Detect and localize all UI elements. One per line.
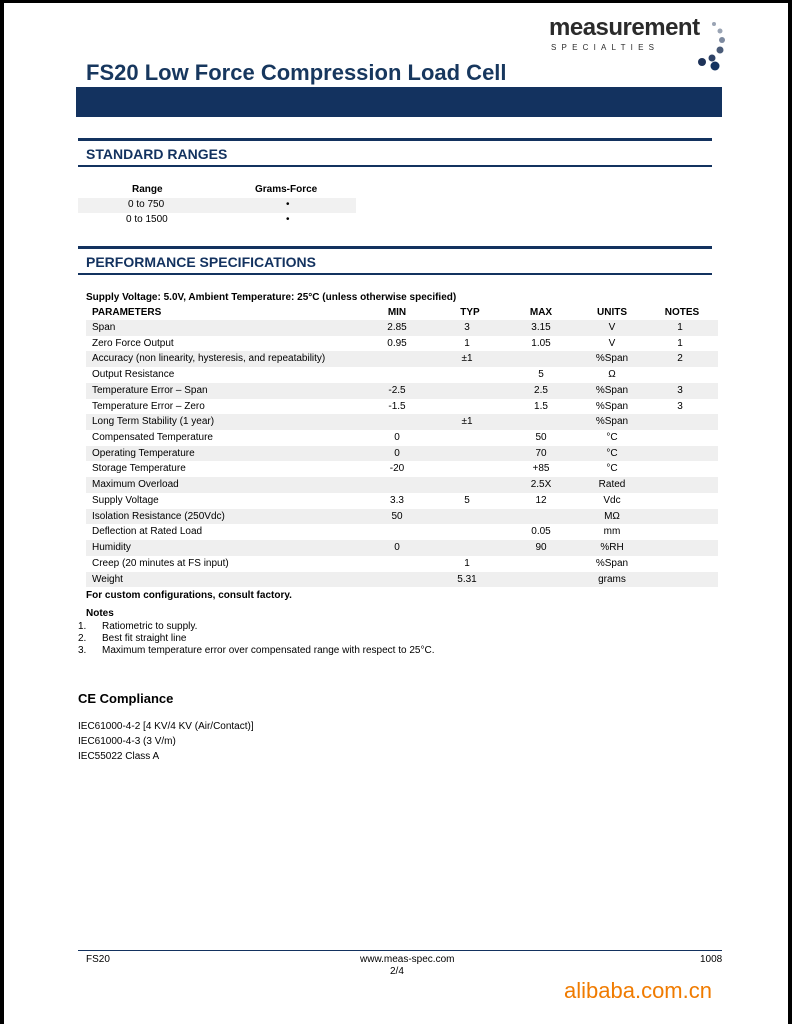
- spec-row: [86, 524, 718, 540]
- logo-wordmark: measurement: [549, 14, 700, 41]
- range-row: [78, 198, 356, 213]
- note-number: 1.: [78, 621, 87, 632]
- spec-cell-param: Output Resistance: [92, 369, 175, 381]
- spec-cell-max: 1.5: [534, 400, 548, 412]
- spec-cell-units: %Span: [595, 384, 629, 396]
- spec-cell-units: %Span: [595, 400, 629, 412]
- range-value: 0 to 1500: [126, 214, 168, 225]
- section-rule: [78, 246, 712, 249]
- spec-cell-min: 0.95: [387, 337, 407, 349]
- spec-row: [86, 461, 718, 477]
- spec-cell-units: V: [608, 337, 616, 349]
- spec-cell-max: 70: [535, 447, 547, 459]
- spec-cell-typ: ±1: [461, 353, 473, 365]
- parameters-column-header: PARAMETERS: [92, 307, 162, 318]
- spec-cell-param: Weight: [92, 573, 123, 585]
- spec-cell-param: Creep (20 minutes at FS input): [92, 557, 229, 569]
- spec-row: [86, 493, 718, 509]
- spec-cell-max: 1.05: [531, 337, 551, 349]
- spec-row: [86, 540, 718, 556]
- note-number: 2.: [78, 633, 87, 644]
- spec-cell-min: 2.85: [387, 322, 407, 333]
- spec-cell-param: Deflection at Rated Load: [92, 526, 203, 538]
- spec-row: [86, 572, 718, 588]
- spec-row: [86, 446, 718, 462]
- ce-standard: IEC61000-4-3 (3 V/m): [78, 736, 176, 747]
- spec-row: [86, 509, 718, 525]
- spec-cell-units: Rated: [598, 479, 626, 491]
- min-column-header: MIN: [387, 307, 407, 318]
- spec-cell-min: -1.5: [388, 400, 406, 412]
- footer-page-number: 2/4: [390, 966, 404, 977]
- spec-row: [86, 336, 718, 352]
- footer-revision: 1008: [700, 954, 723, 965]
- spec-row: [86, 430, 718, 446]
- spec-cell-min: 0: [394, 542, 400, 554]
- max-column-header: MAX: [529, 307, 553, 318]
- spec-cell-param: Isolation Resistance (250Vdc): [92, 510, 225, 522]
- spec-cell-typ: 5: [464, 494, 470, 506]
- spec-row: [86, 414, 718, 430]
- supply-conditions: Supply Voltage: 5.0V, Ambient Temperature: 25°C (unless otherwise specified): [86, 292, 457, 303]
- spec-cell-max: 2.5X: [530, 479, 552, 491]
- spec-row: [86, 367, 718, 383]
- section-rule: [78, 273, 712, 275]
- custom-configurations-note: For custom configurations, consult factory.: [86, 590, 292, 601]
- spec-cell-max: +85: [532, 463, 550, 475]
- spec-row: [86, 477, 718, 493]
- spec-cell-min: -2.5: [388, 384, 406, 396]
- spec-row: [86, 383, 718, 399]
- note-number: 3.: [78, 645, 87, 656]
- bullet-mark: •: [286, 214, 290, 225]
- spec-cell-param: Accuracy (non linearity, hysteresis, and repeatability): [92, 353, 326, 365]
- spec-cell-units: °C: [606, 463, 618, 475]
- spec-row: [86, 351, 718, 367]
- range-row: [78, 213, 356, 228]
- spec-cell-units: V: [608, 322, 616, 333]
- spec-cell-param: Span: [92, 322, 116, 333]
- spec-row: [86, 320, 718, 336]
- spec-cell-units: %Span: [595, 557, 629, 569]
- spec-cell-min: 50: [391, 510, 403, 522]
- spec-cell-units: %Span: [595, 353, 629, 365]
- spec-cell-notes: 1: [677, 322, 683, 333]
- notes-column-header: NOTES: [664, 307, 700, 318]
- range-value: 0 to 750: [128, 199, 165, 210]
- watermark: alibaba.com.cn: [564, 978, 712, 1003]
- spec-cell-units: Vdc: [603, 494, 621, 506]
- spec-cell-notes: 3: [677, 400, 683, 412]
- spec-cell-units: MΩ: [604, 510, 620, 522]
- spec-cell-param: Compensated Temperature: [92, 432, 213, 444]
- section-rule: [78, 138, 712, 141]
- spec-cell-min: -20: [389, 463, 405, 475]
- page-border-left: [0, 0, 4, 1024]
- footer-rule: [78, 950, 722, 951]
- spec-cell-typ: 5.31: [457, 573, 477, 585]
- footer-model: FS20: [86, 954, 110, 965]
- note-text: Ratiometric to supply.: [102, 621, 198, 632]
- notes-title: Notes: [86, 608, 114, 619]
- units-column-header: UNITS: [597, 307, 627, 318]
- spec-row: [86, 556, 718, 572]
- page-border-right: [788, 0, 792, 1024]
- spec-cell-param: Temperature Error – Span: [92, 384, 208, 396]
- spec-cell-max: 0.05: [531, 526, 551, 538]
- spec-cell-max: 90: [535, 542, 547, 554]
- spec-cell-min: 0: [394, 432, 400, 444]
- spec-cell-notes: 1: [677, 337, 683, 349]
- spec-cell-param: Humidity: [92, 542, 131, 554]
- spec-row: [86, 399, 718, 415]
- spec-cell-param: Operating Temperature: [92, 447, 195, 459]
- spec-cell-notes: 3: [677, 384, 683, 396]
- spec-cell-units: %Span: [595, 416, 629, 428]
- spec-cell-units: grams: [598, 573, 626, 585]
- spec-cell-max: 12: [535, 494, 547, 506]
- grams-force-column-header: Grams-Force: [255, 184, 318, 195]
- note-text: Maximum temperature error over compensated range with respect to 25°C.: [102, 645, 435, 656]
- spec-cell-param: Storage Temperature: [92, 463, 186, 475]
- spec-cell-param: Maximum Overload: [92, 479, 179, 491]
- spec-cell-param: Long Term Stability (1 year): [92, 416, 215, 428]
- page-border-top: [0, 0, 792, 3]
- spec-cell-min: 0: [394, 447, 400, 459]
- spec-cell-units: %RH: [600, 542, 624, 554]
- spec-cell-param: Supply Voltage: [92, 494, 159, 506]
- spec-cell-units: mm: [603, 526, 621, 538]
- spec-cell-units: °C: [606, 432, 618, 444]
- spec-cell-max: 50: [535, 432, 547, 444]
- section-heading-standard-ranges: STANDARD RANGES: [86, 146, 228, 162]
- logo-dots-icon: [690, 18, 726, 78]
- section-rule: [78, 165, 712, 167]
- logo-subtitle: SPECIALTIES: [551, 43, 660, 52]
- spec-cell-units: °C: [606, 447, 618, 459]
- spec-cell-notes: 2: [677, 353, 683, 365]
- spec-cell-max: 2.5: [534, 384, 548, 396]
- section-heading-performance: PERFORMANCE SPECIFICATIONS: [86, 254, 316, 270]
- spec-cell-typ: 3: [464, 322, 470, 333]
- ce-standard: IEC55022 Class A: [78, 751, 160, 762]
- ce-standard: IEC61000-4-2 [4 KV/4 KV (Air/Contact)]: [78, 721, 254, 732]
- spec-cell-typ: 1: [464, 557, 470, 569]
- spec-cell-param: Zero Force Output: [92, 337, 174, 349]
- spec-cell-max: 5: [538, 369, 544, 381]
- spec-cell-min: 3.3: [390, 494, 404, 506]
- spec-cell-units: Ω: [608, 369, 616, 381]
- spec-cell-param: Temperature Error – Zero: [92, 400, 205, 412]
- spec-cell-typ: ±1: [461, 416, 473, 428]
- title-bar: [76, 87, 722, 117]
- ce-compliance-title: CE Compliance: [78, 691, 174, 706]
- footer-website-link[interactable]: www.meas-spec.com: [360, 954, 455, 965]
- document-title: FS20 Low Force Compression Load Cell: [86, 60, 507, 85]
- spec-cell-max: 3.15: [531, 322, 551, 333]
- typ-column-header: TYP: [460, 307, 480, 318]
- spec-cell-typ: 1: [464, 337, 470, 349]
- note-text: Best fit straight line: [102, 633, 187, 644]
- bullet-mark: •: [286, 199, 290, 210]
- range-column-header: Range: [132, 184, 163, 195]
